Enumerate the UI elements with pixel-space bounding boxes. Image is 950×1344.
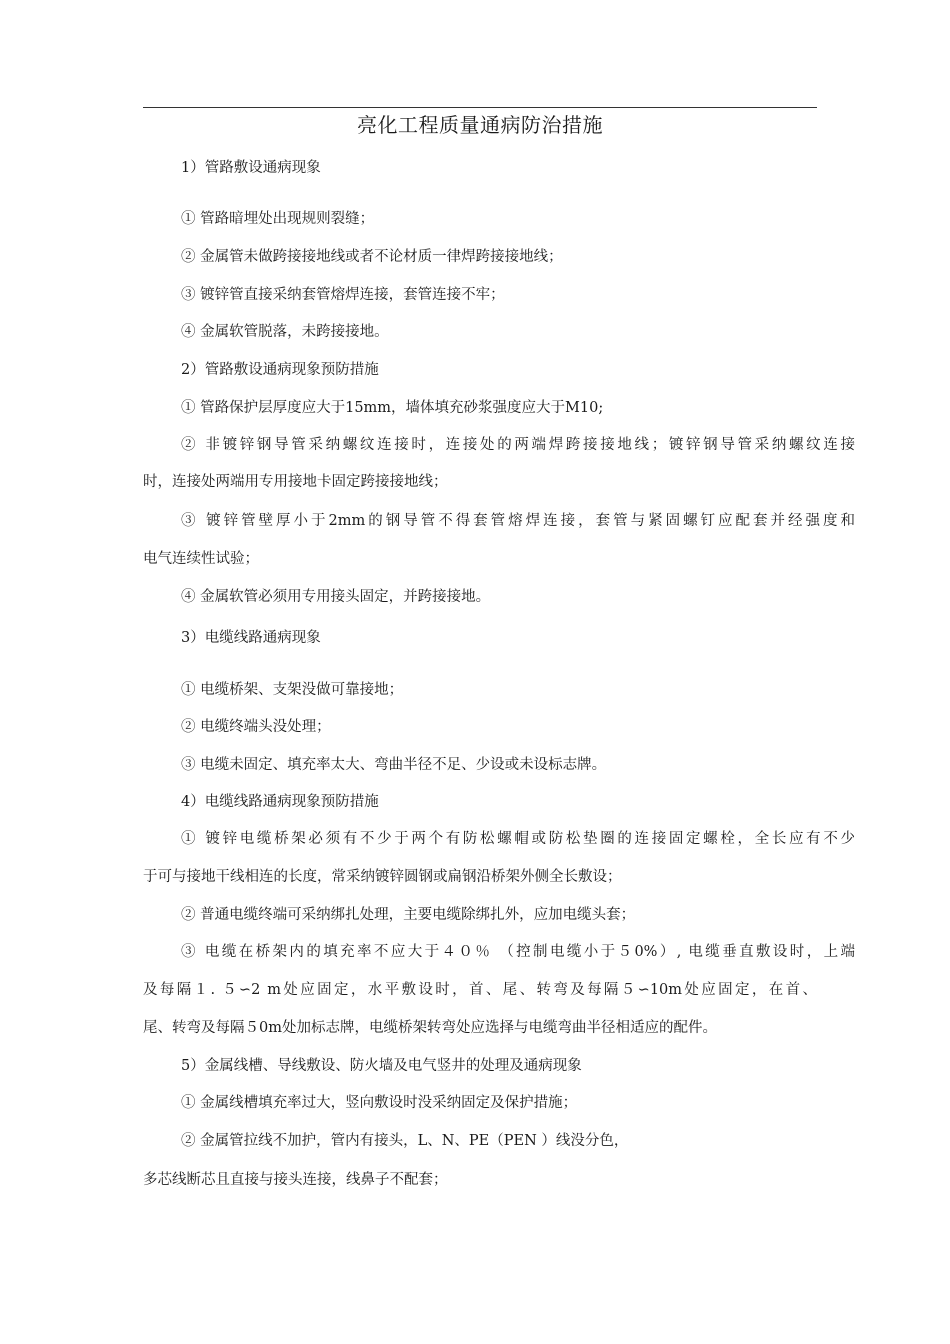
list-item: ③ 电缆在桥架内的填充率不应大于４０％ （控制电缆小于５0%）, 电缆垂直敷设时，上端 [181,944,855,960]
list-item-continuation: 尾、转弯及每隔５0m处加标志牌，电缆桥架转弯处应选择与电缆弯曲半径相适应的配件。 [143,1020,717,1036]
section-heading-2: 2）管路敷设通病现象预防措施 [181,362,379,378]
list-item-continuation: 于可与接地干线相连的长度，常采纳镀锌圆钢或扁钢沿桥架外侧全长敷设； [143,869,622,885]
list-item: ② 电缆终端头没处理； [181,719,331,735]
list-item: ② 非镀锌钢导管采纳螺纹连接时，连接处的两端焊跨接接地线；镀锌钢导管采纳螺纹连接 [181,437,855,453]
list-item-continuation: 电气连续性试验； [143,551,259,567]
section-heading-1: 1）管路敷设通病现象 [181,160,321,176]
list-item: ① 电缆桥架、支架没做可靠接地； [181,682,404,698]
header-rule [143,107,817,108]
list-item: ① 金属线槽填充率过大，竖向敷设时没采纳固定及保护措施； [181,1095,578,1111]
list-item: ③ 镀锌管直接采纳套管熔焊连接，套管连接不牢； [181,287,505,303]
section-heading-5: 5）金属线槽、导线敷设、防火墙及电气竖井的处理及通病现象 [181,1058,582,1074]
list-item: ④ 金属软管脱落，未跨接接地。 [181,324,389,340]
list-item-continuation: 多芯线断芯且直接与接头连接，线鼻子不配套； [143,1172,448,1188]
section-heading-3: 3）电缆线路通病现象 [181,630,321,646]
list-item: ① 管路暗埋处出现规则裂缝； [181,211,375,227]
list-item: ③ 电缆未固定、填充率太大、弯曲半径不足、少设或未设标志牌。 [181,757,607,773]
section-heading-4: 4）电缆线路通病现象预防措施 [181,794,379,810]
list-item: ③ 镀锌管壁厚小于2mm的钢导管不得套管熔焊连接，套管与紧固螺钉应配套并经强度和 [181,513,855,529]
list-item-continuation: 时，连接处两端用专用接地卡固定跨接接地线； [143,474,448,490]
list-item: ④ 金属软管必须用专用接头固定，并跨接接地。 [181,589,491,605]
list-item-continuation: 及每隔１. ５∽2 m处应固定，水平敷设时，首、尾、转弯及每隔５∽10m处应固定，在首、 [143,982,817,998]
list-item: ② 普通电缆终端可采纳绑扎处理，主要电缆除绑扎外，应加电缆头套； [181,907,636,923]
list-item: ② 金属管拉线不加护，管内有接头，L、N、PE（PEN ）线没分色， [181,1133,629,1149]
list-item: ① 管路保护层厚度应大于15mm，墙体填充砂浆强度应大于M10; [181,400,604,416]
list-item: ① 镀锌电缆桥架必须有不少于两个有防松螺帽或防松垫圈的连接固定螺栓，全长应有不少 [181,831,855,847]
list-item: ② 金属管未做跨接接地线或者不论材质一律焊跨接接地线； [181,249,563,265]
page-title: 亮化工程质量通病防治措施 [357,113,603,137]
